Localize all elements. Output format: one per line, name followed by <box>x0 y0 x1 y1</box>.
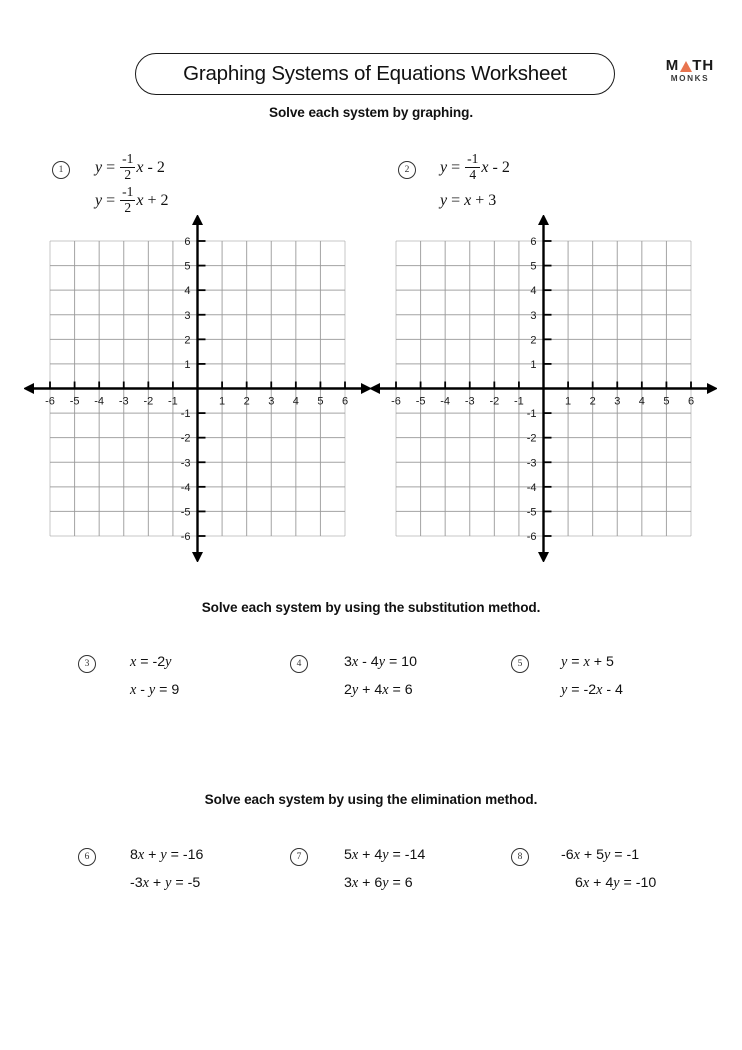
math-text: = 6 <box>388 874 413 891</box>
x-tick-label: -1 <box>168 395 178 408</box>
x-tick-label: -6 <box>45 395 55 408</box>
graph-1 <box>24 215 371 562</box>
math-text: - 4 <box>602 681 623 698</box>
logo-letters-th: TH <box>692 57 715 74</box>
y-tick-label: 1 <box>184 358 191 371</box>
x-tick-label: -5 <box>415 395 426 408</box>
equation-line <box>561 649 623 677</box>
math-text: = <box>102 191 120 209</box>
problem-3-equations <box>130 649 179 704</box>
problem-number-3: 3 <box>78 655 96 673</box>
equation-line <box>130 842 203 870</box>
equation-line <box>130 649 179 677</box>
equation-line <box>440 152 510 185</box>
equation-line <box>344 842 425 870</box>
y-tick-label: 4 <box>184 285 191 298</box>
math-text: = 6 <box>388 681 413 698</box>
math-text: = 10 <box>385 654 417 670</box>
y-tick-label: 2 <box>530 334 537 347</box>
math-variable: x <box>351 874 359 891</box>
math-text: - 2 <box>143 159 165 176</box>
x-axis-arrow-right <box>707 383 717 394</box>
math-variable: y <box>165 654 172 670</box>
math-text: + 4 <box>358 681 383 698</box>
y-tick-label: -6 <box>526 531 537 543</box>
math-variable: x <box>464 191 472 209</box>
math-text: = -14 <box>388 847 426 863</box>
problem-2-equations <box>440 152 510 218</box>
math-variable: y <box>165 874 172 891</box>
math-variable: x <box>351 654 359 670</box>
x-tick-label: -5 <box>69 395 80 408</box>
math-variable: y <box>148 681 156 698</box>
problem-number-8: 8 <box>511 848 529 866</box>
math-variable: x <box>136 191 144 209</box>
logo-math-wordmark <box>655 58 725 73</box>
graph-1-wrapper[interactable] <box>24 215 371 567</box>
x-tick-label: -2 <box>143 395 154 408</box>
math-text: = -5 <box>171 874 201 891</box>
problem-7-equations <box>344 842 425 897</box>
y-tick-label: 5 <box>530 260 537 273</box>
math-text: 5 <box>344 847 352 863</box>
math-text: = <box>447 191 465 209</box>
math-text: + 2 <box>143 191 169 209</box>
math-variable: y <box>378 654 386 670</box>
math-text: + 5 <box>589 654 614 670</box>
x-tick-label: 5 <box>317 395 324 408</box>
logo-triangle-icon <box>680 61 692 72</box>
x-tick-label: 2 <box>589 395 596 408</box>
x-tick-label: -1 <box>514 395 524 408</box>
x-tick-label: 2 <box>243 395 250 408</box>
math-variable: y <box>382 874 389 891</box>
y-tick-label: 6 <box>184 236 191 248</box>
equation-line <box>95 185 169 218</box>
instruction-elimination: Solve each system by using the elimination method. <box>204 792 538 807</box>
math-variable: x <box>142 874 149 891</box>
math-text: = <box>447 159 465 176</box>
math-variable: y <box>382 847 389 863</box>
math-variable: y <box>604 847 611 863</box>
y-tick-label: 3 <box>184 309 191 322</box>
x-tick-label: -4 <box>94 395 105 408</box>
equation-line <box>344 649 417 677</box>
y-tick-label: -2 <box>180 432 191 445</box>
problem-number-5: 5 <box>511 655 529 673</box>
math-variable: x <box>130 654 137 670</box>
equation-line <box>440 185 510 218</box>
math-variable: y <box>95 159 103 176</box>
y-axis-arrow-up <box>538 215 549 225</box>
y-tick-label: 6 <box>530 236 537 248</box>
problem-number-6: 6 <box>78 848 96 866</box>
math-variable: y <box>440 191 448 209</box>
x-tick-label: -4 <box>440 395 451 408</box>
y-tick-label: 1 <box>530 358 537 371</box>
problem-4-equations <box>344 649 417 704</box>
math-text: 3 <box>344 874 352 891</box>
math-text: 6 <box>575 874 583 891</box>
math-monks-logo <box>655 58 725 83</box>
x-tick-label: 6 <box>687 395 695 408</box>
x-tick-label: -3 <box>464 395 475 408</box>
y-tick-label: -1 <box>180 408 191 421</box>
math-variable: x <box>382 681 389 698</box>
equation-line <box>344 677 417 705</box>
math-text: -3 <box>130 874 143 891</box>
y-tick-label: -1 <box>526 408 537 421</box>
equation-line <box>95 152 169 185</box>
y-tick-label: -2 <box>526 432 537 445</box>
math-variable: x <box>136 159 144 176</box>
math-variable: x <box>583 654 590 670</box>
math-text: = -16 <box>166 847 204 863</box>
math-variable: x <box>137 847 145 863</box>
problem-5-equations <box>561 649 623 704</box>
page-title: Graphing Systems of Equations Worksheet <box>183 62 567 85</box>
y-tick-label: -3 <box>180 457 191 470</box>
problem-number-4: 4 <box>290 655 308 673</box>
x-tick-label: 6 <box>341 395 349 408</box>
x-axis-arrow-left <box>370 383 380 394</box>
math-variable: y <box>561 681 568 698</box>
math-text: = <box>567 654 584 670</box>
problem-1-equations <box>95 152 169 218</box>
math-variable: y <box>95 191 103 209</box>
y-tick-label: 4 <box>530 285 537 298</box>
axes <box>24 215 371 562</box>
math-variable: y <box>440 159 448 176</box>
problem-6-equations <box>130 842 203 897</box>
fraction-denominator: 2 <box>120 200 135 216</box>
fraction-denominator: 4 <box>465 167 480 183</box>
math-text: + <box>148 874 166 891</box>
fraction-numerator: -1 <box>122 151 134 167</box>
x-tick-label: 4 <box>292 395 299 408</box>
math-text: + 5 <box>579 847 604 863</box>
y-tick-label: -5 <box>526 506 537 519</box>
logo-monks-wordmark: MONKS <box>670 74 710 83</box>
equation-line <box>561 842 656 870</box>
math-variable: x <box>573 847 580 863</box>
problem-8-equations <box>561 842 656 897</box>
fraction <box>120 152 135 182</box>
y-tick-label: -4 <box>180 481 191 494</box>
math-variable: y <box>613 874 620 891</box>
x-tick-label: 3 <box>268 395 275 408</box>
fraction-numerator: -1 <box>122 184 134 200</box>
math-variable: x <box>351 847 359 863</box>
instruction-substitution: Solve each system by using the substitution method. <box>201 600 541 615</box>
math-text: = -1 <box>610 847 640 863</box>
y-axis-arrow-down <box>192 552 203 562</box>
x-tick-label: -6 <box>391 395 401 408</box>
problem-number-2: 2 <box>398 161 416 179</box>
y-tick-label: 3 <box>530 309 537 322</box>
math-text: 3 <box>344 654 352 670</box>
x-tick-label: -3 <box>118 395 129 408</box>
y-tick-label: -3 <box>526 457 537 470</box>
math-variable: x <box>130 681 137 698</box>
math-text: - 2 <box>488 159 510 176</box>
equation-line <box>561 677 623 705</box>
x-tick-label: 3 <box>614 395 621 408</box>
problem-number-7: 7 <box>290 848 308 866</box>
math-text: = 9 <box>155 681 180 698</box>
instruction-graphing: Solve each system by graphing. <box>269 105 473 120</box>
math-text: - 4 <box>358 654 379 670</box>
math-text: -6 <box>561 847 574 863</box>
math-variable: x <box>596 681 603 698</box>
x-tick-label: 1 <box>565 395 572 408</box>
y-tick-label: -5 <box>180 506 191 519</box>
x-tick-label: 5 <box>663 395 670 408</box>
equation-line <box>561 870 656 898</box>
math-text: - <box>136 681 149 698</box>
math-text: = -2 <box>567 681 597 698</box>
y-tick-label: -4 <box>526 481 537 494</box>
x-tick-label: -2 <box>489 395 500 408</box>
graph-2 <box>370 215 717 562</box>
x-tick-label: 4 <box>638 395 645 408</box>
math-text: + 6 <box>358 874 383 891</box>
math-variable: x <box>582 874 590 891</box>
fraction <box>465 152 480 182</box>
math-text: 2 <box>344 681 352 698</box>
y-tick-label: -6 <box>180 531 191 543</box>
equation-line <box>130 677 179 705</box>
y-tick-label: 5 <box>184 260 191 273</box>
y-axis-arrow-up <box>192 215 203 225</box>
math-text: + 3 <box>471 191 497 209</box>
math-text: = -10 <box>619 874 657 891</box>
math-text: 8 <box>130 847 138 863</box>
y-tick-label: 2 <box>184 334 191 347</box>
math-text: + <box>144 847 161 863</box>
math-variable: y <box>561 654 568 670</box>
fraction <box>120 185 135 215</box>
math-text: + 4 <box>358 847 383 863</box>
equation-line <box>130 870 203 898</box>
fraction-numerator: -1 <box>467 151 479 167</box>
x-axis-arrow-left <box>24 383 34 394</box>
x-tick-label: 1 <box>219 395 226 408</box>
math-text: = -2 <box>136 654 166 670</box>
math-variable: y <box>160 847 167 863</box>
y-axis-arrow-down <box>538 552 549 562</box>
graph-2-wrapper[interactable] <box>370 215 717 567</box>
math-text: = <box>102 159 120 176</box>
math-text: + 4 <box>589 874 614 891</box>
axes <box>370 215 717 562</box>
problem-number-1: 1 <box>52 161 70 179</box>
logo-letter-m: M <box>665 57 680 74</box>
worksheet-title-pill <box>135 53 615 95</box>
fraction-denominator: 2 <box>120 167 135 183</box>
equation-line <box>344 870 425 898</box>
math-variable: x <box>481 159 489 176</box>
math-variable: y <box>351 681 359 698</box>
